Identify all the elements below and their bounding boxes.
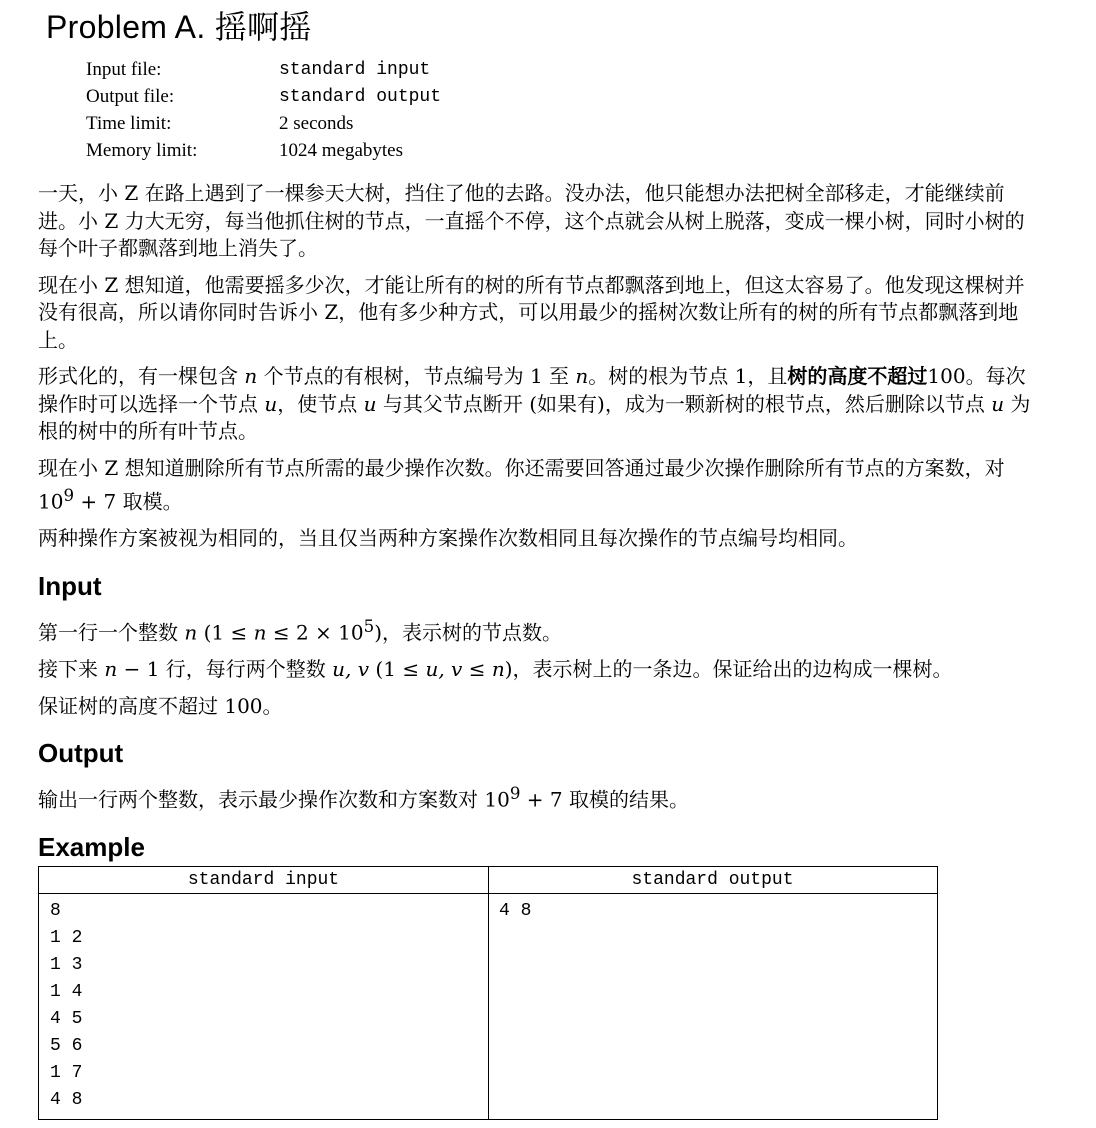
text-span: 输出一行两个整数，表示最少操作次数和方案数对 10 [38, 787, 510, 812]
problem-limits-table [86, 56, 441, 164]
limit-label: Output file: [86, 85, 175, 107]
text-span: ≤ [462, 657, 492, 682]
text-span: )，表示树的节点数。 [374, 620, 563, 645]
math-var: n [104, 657, 118, 682]
output-line-1 [38, 780, 1038, 814]
example-input-header: standard input [39, 867, 488, 894]
limit-value: 1024 megabytes [279, 139, 404, 161]
text-span: 。树的根为节点 1，且 [588, 364, 788, 388]
math-var: u [363, 391, 377, 416]
statement-paragraph-1: 一天，小 Z 在路上遇到了一棵参天大树，挡住了他的去路。没办法，他只能想办法把树全部移走，才能继续前进。小 Z 力大无穷，每当他抓住树的节点，一直摇个不停，这个点就会从树上脱落，变成一棵小树，同时小树的每个叶子都飘落到地上消失了。 [38, 181, 1025, 260]
example-input-line: 4 5 [50, 1009, 83, 1029]
limit-label: Memory limit: [86, 139, 198, 161]
problem-body [38, 180, 1038, 874]
input-heading: Input [38, 570, 102, 601]
example-input-line: 8 [50, 901, 61, 921]
example-output-body [488, 894, 937, 925]
math-var: u, v [425, 657, 463, 682]
math-var: u, v [332, 657, 370, 682]
limit-label: Input file: [86, 58, 162, 80]
superscript: 5 [363, 616, 375, 636]
text-span: 第一行一个整数 [38, 620, 185, 645]
text-span: 现在小 Z 想知道删除所有节点所需的最少操作次数。你还需要回答通过最少次操作删除所有节点的方案数，对 10 [38, 455, 1005, 514]
limit-value: 2 seconds [279, 112, 354, 134]
limit-row [86, 83, 441, 110]
text-span: (1 ≤ [197, 620, 254, 645]
example-input-body [39, 894, 488, 1114]
text-span: 与其父节点断开 (如果有)，成为一颗新树的根节点，然后删除以节点 [376, 391, 992, 416]
text-span: (1 ≤ [369, 657, 426, 682]
text-span: 100。每次操作时可以选择一个节点 [38, 364, 1026, 416]
example-heading: Example [38, 831, 145, 862]
bold-constraint: 树的高度不超过 [787, 364, 928, 388]
limit-label: Time limit: [86, 112, 172, 134]
text-span: )，表示树上的一条边。保证给出的边构成一棵树。 [504, 657, 953, 682]
text-span: + 7 取模。 [74, 489, 183, 514]
text-span: 个节点的有根树，节点编号为 1 至 [257, 364, 576, 388]
math-var: n [575, 364, 589, 388]
math-var: u [264, 391, 278, 416]
limit-value: standard input [279, 59, 431, 80]
example-input-line: 1 7 [50, 1063, 83, 1083]
statement-paragraph-3 [38, 363, 1038, 446]
input-line-3: 保证树的高度不超过 100。 [38, 694, 283, 719]
input-line-2 [38, 656, 1038, 683]
limit-row [86, 137, 441, 164]
text-span: − 1 行，每行两个整数 [117, 657, 333, 682]
superscript: 9 [63, 486, 75, 505]
output-heading: Output [38, 738, 124, 769]
example-output-header: standard output [488, 867, 937, 894]
problem-title: Problem A. 摇啊摇 [46, 9, 312, 45]
math-var: n [253, 620, 267, 645]
statement-paragraph-4 [38, 455, 1038, 517]
example-output-line: 4 8 [499, 901, 532, 921]
example-input-line: 1 2 [50, 928, 83, 948]
math-var: n [244, 364, 258, 388]
statement-paragraph-5: 两种操作方案被视为相同的，当且仅当两种方案操作次数相同且每次操作的节点编号均相同。 [38, 526, 858, 551]
example-input-column [39, 867, 489, 1119]
superscript: 9 [509, 784, 521, 804]
math-var: n [491, 657, 505, 682]
example-input-line: 4 8 [50, 1090, 83, 1110]
text-span: 形式化的，有一棵包含 [38, 364, 245, 388]
example-table [38, 866, 938, 1120]
text-span: + 7 取模的结果。 [520, 787, 689, 812]
example-input-line: 1 4 [50, 982, 83, 1002]
limit-row [86, 110, 441, 137]
example-output-column [488, 867, 937, 1119]
text-span: 接下来 [38, 657, 105, 682]
example-input-line: 1 3 [50, 955, 83, 975]
text-span: 为根的树中的所有叶节点。 [38, 391, 1031, 443]
math-var: n [184, 620, 198, 645]
input-line-1 [38, 613, 1038, 647]
math-var: u [991, 391, 1005, 416]
statement-paragraph-2: 现在小 Z 想知道，他需要摇多少次，才能让所有的树的所有节点都飘落到地上，但这太容易了。他发现这棵树并没有很高，所以请你同时告诉小 Z，他有多少种方式，可以用最少的摇树次数让所有的树的所有节点都飘落到地上。 [38, 272, 1025, 352]
text-span: ，使节点 [277, 391, 364, 416]
limit-row [86, 56, 441, 83]
text-span: ≤ 2 × 10 [266, 620, 364, 645]
limit-value: standard output [279, 86, 442, 107]
example-input-line: 5 6 [50, 1036, 83, 1056]
